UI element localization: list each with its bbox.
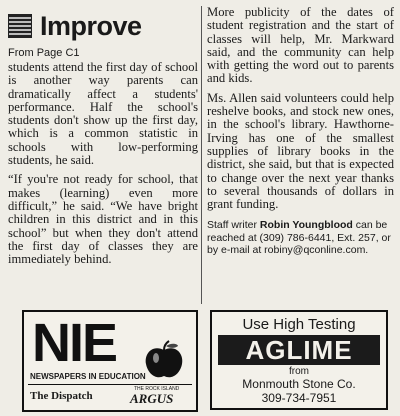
nie-logo: NIE [32, 313, 117, 373]
right-paragraph-2: Ms. Allen said volunteers could help reshelve books, and stock new ones, in the school's library. Hawthorne-Irving has one of the smallest supplies of library books in the district, she said, but that is expected to change over the next year thanks to several thousands of dollars in grant funding. [207, 90, 394, 212]
nie-advertisement [22, 310, 198, 412]
aglime-from: from [289, 366, 309, 377]
right-paragraph-1: More publicity of the dates of student registration and the start of classes will help, Mr. Markward said, and the community can help with getting the word out to parents and kids. [207, 5, 394, 86]
aglime-company: Monmouth Stone Co. [242, 377, 356, 391]
aglime-phone: 309-734-7951 [261, 391, 337, 405]
headline: Improve [40, 10, 142, 41]
aglime-title: AGLIME [218, 335, 380, 365]
argus-small-label: THE ROCK ISLAND [134, 386, 180, 392]
header-box-icon [8, 14, 32, 38]
left-paragraph-1: students attend the first day of school is another way parents can dramatically affect a students' performance. Half the school's students don't show up the first day, which is a common statistic in schools with low-performing students, he said. [8, 60, 198, 168]
continuation-line: From Page C1 [8, 47, 80, 59]
column-divider [201, 6, 202, 304]
nie-subtitle: NEWSPAPERS IN EDUCATION [30, 372, 146, 381]
left-paragraph-2: “If you're not ready for school, that makes (learning) even more difficult,” he said. “We have bright children in this district and in this school” but when they don't attend the first day of classes they are immediately behind. [8, 172, 198, 267]
left-column [8, 6, 198, 272]
apple-icon [142, 340, 186, 380]
credit-rest: can be reached at (309) 786-6441, Ext. 257, or by e-mail at robiny@qconline.com. [207, 219, 391, 257]
aglime-line1: Use High Testing [242, 316, 356, 333]
dispatch-masthead: The Dispatch [30, 390, 93, 402]
staff-credit [207, 219, 394, 257]
argus-masthead: ARGUS [130, 391, 174, 406]
section-header [8, 6, 198, 46]
credit-name: Robin Youngblood [259, 219, 353, 232]
credit-prefix: Staff writer [207, 219, 260, 232]
right-column [207, 6, 394, 257]
nie-divider [28, 384, 192, 385]
aglime-advertisement [210, 310, 388, 410]
